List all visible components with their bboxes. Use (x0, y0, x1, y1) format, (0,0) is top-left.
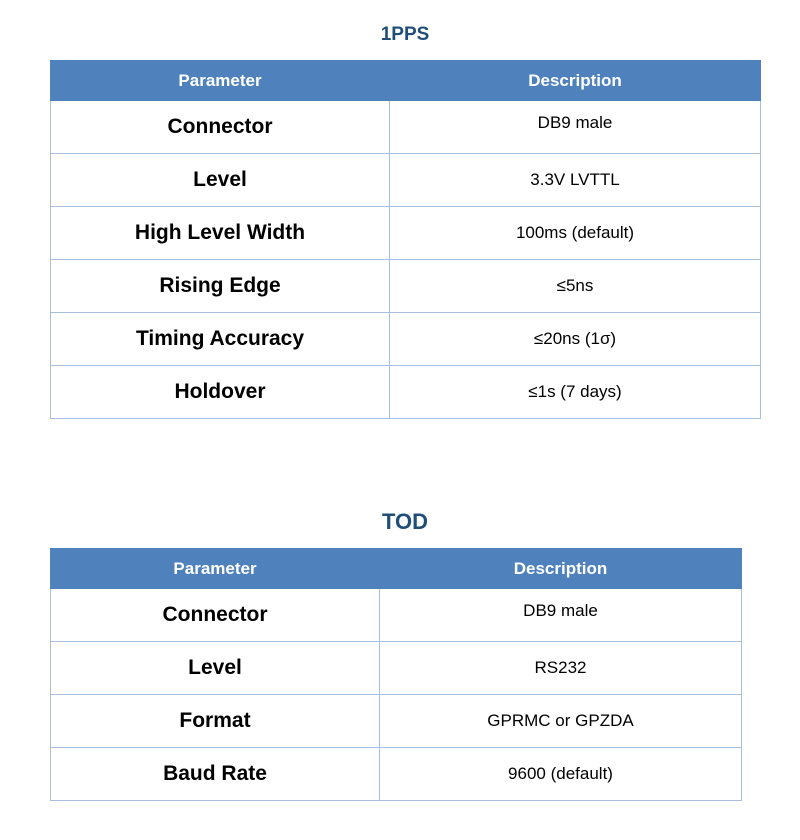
table-row (51, 101, 761, 154)
description-cell: ≤20ns (1σ) (390, 313, 761, 366)
table-row (51, 313, 761, 366)
description-cell: RS232 (380, 642, 742, 695)
description-cell: GPRMC or GPZDA (380, 695, 742, 748)
description-cell: ≤1s (7 days) (390, 366, 761, 419)
column-header-parameter: Parameter (51, 61, 390, 101)
table-header-row (51, 61, 761, 101)
column-header-parameter: Parameter (51, 549, 380, 589)
table-row (51, 748, 742, 801)
table-header-row (51, 549, 742, 589)
parameter-cell: Timing Accuracy (51, 313, 390, 366)
table-row (51, 642, 742, 695)
column-header-description: Description (380, 549, 742, 589)
table-row (51, 589, 742, 642)
parameter-cell: High Level Width (51, 207, 390, 260)
section-title-1pps: 1PPS (380, 24, 430, 45)
parameter-cell: Rising Edge (51, 260, 390, 313)
parameter-cell: Level (51, 642, 380, 695)
table-row (51, 366, 761, 419)
parameter-cell: Format (51, 695, 380, 748)
description-cell: DB9 male (380, 589, 742, 642)
spec-table-1pps (50, 60, 761, 419)
parameter-cell: Baud Rate (51, 748, 380, 801)
table-row (51, 695, 742, 748)
table-row (51, 260, 761, 313)
parameter-cell: Holdover (51, 366, 390, 419)
description-cell: 3.3V LVTTL (390, 154, 761, 207)
description-cell: 100ms (default) (390, 207, 761, 260)
description-cell: ≤5ns (390, 260, 761, 313)
section-title-tod: TOD (381, 509, 429, 534)
parameter-cell: Connector (51, 101, 390, 154)
description-cell: 9600 (default) (380, 748, 742, 801)
table-row (51, 154, 761, 207)
parameter-cell: Connector (51, 589, 380, 642)
description-cell: DB9 male (390, 101, 761, 154)
parameter-cell: Level (51, 154, 390, 207)
spec-table-tod (50, 548, 742, 801)
table-row (51, 207, 761, 260)
column-header-description: Description (390, 61, 761, 101)
